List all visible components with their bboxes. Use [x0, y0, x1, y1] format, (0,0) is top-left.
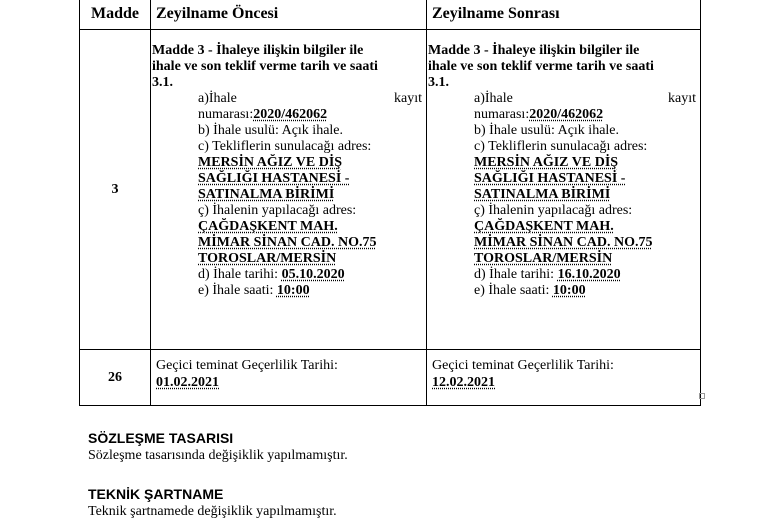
after-e-line: e) İhale saati: 10:00	[474, 283, 586, 298]
before-teminat-value: 01.02.2021	[156, 375, 219, 390]
after-d-line: d) İhale tarihi: 16.10.2020	[474, 267, 621, 282]
section-teknik	[88, 486, 337, 520]
before-a-label: a)İhale kayıt	[198, 91, 422, 106]
table-row	[80, 350, 701, 406]
before-c-value2: SAĞLIĞI HASTANESİ -	[198, 171, 350, 186]
before-c-value1: MERSİN AĞIZ VE DİŞ	[198, 155, 343, 170]
section-text: Teknik şartnamede değişiklik yapılmamıştır.	[88, 504, 337, 519]
before-teminat-label: Geçici teminat Geçerlilik Tarihi:	[156, 358, 338, 373]
table-resize-handle[interactable]	[699, 393, 705, 399]
section-heading: SÖZLEŞME TASARISI	[88, 430, 234, 446]
before-b-line: b) İhale usulü: Açık ihale.	[198, 123, 344, 138]
before-cc-label: ç) İhalenin yapılacağı adres:	[198, 203, 357, 218]
after-cell	[427, 30, 701, 350]
after-cc-value1: ÇAĞDAŞKENT MAH.	[474, 219, 614, 234]
after-title-line3: 3.1.	[428, 75, 449, 90]
before-cell	[151, 30, 427, 350]
after-c-value2: SAĞLIĞI HASTANESİ -	[474, 171, 626, 186]
after-a-line: numarası:2020/462062	[474, 107, 604, 122]
header-before: Zeyilname Öncesi	[151, 0, 427, 30]
before-title-line2: ihale ve son teklif verme tarih ve saati	[152, 59, 378, 74]
before-c-label: c) Tekliflerin sunulacağı adres:	[198, 139, 372, 154]
header-madde: Madde	[80, 0, 151, 30]
before-c-value3: SATINALMA BİRİMİ	[198, 187, 335, 202]
before-title-line1: Madde 3 - İhaleye ilişkin bilgiler ile	[152, 43, 364, 58]
before-cell	[151, 350, 427, 406]
after-title-line1: Madde 3 - İhaleye ilişkin bilgiler ile	[428, 43, 640, 58]
after-cell	[427, 350, 701, 406]
header-after: Zeyilname Sonrası	[427, 0, 701, 30]
after-b-line: b) İhale usulü: Açık ihale.	[474, 123, 620, 138]
after-c-value3: SATINALMA BİRİMİ	[474, 187, 611, 202]
after-title-line2: ihale ve son teklif verme tarih ve saati	[428, 59, 654, 74]
before-cc-value2: MİMAR SİNAN CAD. NO.75	[198, 235, 377, 250]
after-teminat-label: Geçici teminat Geçerlilik Tarihi:	[432, 358, 614, 373]
before-cc-value3: TOROSLAR/MERSİN	[198, 251, 337, 266]
before-title-line3: 3.1.	[152, 75, 173, 90]
before-d-line: d) İhale tarihi: 05.10.2020	[198, 267, 345, 282]
madde-number: 3	[80, 30, 151, 350]
amendment-table	[79, 0, 701, 406]
madde-number: 26	[80, 350, 151, 406]
table-header-row	[80, 0, 701, 30]
section-sozlesme	[88, 430, 348, 464]
after-cc-value2: MİMAR SİNAN CAD. NO.75	[474, 235, 653, 250]
before-e-line: e) İhale saati: 10:00	[198, 283, 310, 298]
after-c-label: c) Tekliflerin sunulacağı adres:	[474, 139, 648, 154]
section-heading: TEKNİK ŞARTNAME	[88, 486, 224, 502]
after-a-label: a)İhale kayıt	[474, 91, 696, 106]
section-text: Sözleşme tasarısında değişiklik yapılmamıştır.	[88, 448, 348, 463]
table-row	[80, 30, 701, 350]
before-a-line: numarası:2020/462062	[198, 107, 328, 122]
after-teminat-value: 12.02.2021	[432, 375, 495, 390]
before-cc-value1: ÇAĞDAŞKENT MAH.	[198, 219, 338, 234]
after-cc-label: ç) İhalenin yapılacağı adres:	[474, 203, 633, 218]
after-c-value1: MERSİN AĞIZ VE DİŞ	[474, 155, 619, 170]
after-cc-value3: TOROSLAR/MERSİN	[474, 251, 613, 266]
